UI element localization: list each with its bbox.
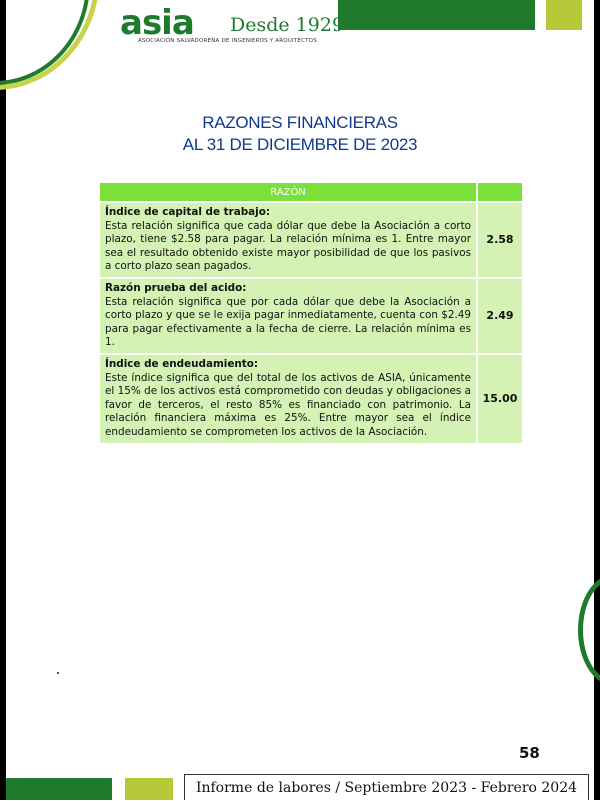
page-number: 58 <box>519 744 540 762</box>
asia-logo <box>120 3 350 48</box>
ratio-name: Índice de endeudamiento: <box>105 357 259 370</box>
decorative-arc-right <box>578 575 600 685</box>
footer-text: Informe de labores / Septiembre 2023 - Febrero 2024 <box>184 774 589 800</box>
page-subtitle: AL 31 DE DICIEMBRE DE 2023 <box>182 135 418 154</box>
page-title: RAZONES FINANCIERAS <box>202 113 398 132</box>
table-row <box>100 278 522 354</box>
bottom-lime-bar <box>125 778 173 800</box>
ratio-value: 2.49 <box>477 278 522 354</box>
logo-subtitle: ASOCIACIÓN SALVADOREÑA DE INGENIEROS Y ARQUITECTOS <box>138 38 317 44</box>
table-header-value <box>477 183 522 202</box>
logo-brand: asia <box>120 3 194 43</box>
ratio-value: 15.00 <box>477 354 522 443</box>
ratios-table <box>100 183 522 443</box>
top-lime-bar <box>546 0 582 30</box>
ratio-description: Esta relación significa que por cada dólar que debe la Asociación a corto plazo y que se le exija pagar inmediatamente, cuenta con $2.49 para pagar efectivamente a la fecha de cierre. La relación mínima es 1. <box>105 295 471 349</box>
ratio-value: 2.58 <box>477 202 522 278</box>
stray-dot <box>57 672 59 674</box>
ratio-cell <box>100 354 477 443</box>
top-green-bar <box>338 0 535 30</box>
ratio-description: Esta relación significa que cada dólar que debe la Asociación a corto plazo, tiene $2.58 para pagar. La relación mínima es 1. Entre mayor sea el resultado obtenido existe mayor posibilidad de que los pasivos a corto plazo sean pagados. <box>105 219 471 273</box>
ratio-description: Este índice significa que del total de los activos de ASIA, únicamente el 15% de los activos está comprometido con deudas y obligaciones a favor de terceros, el resto 85% es financiado con patrimonio. La relación financiera máxima es 25%. Entre mayor sea el índice endeudamiento se comprometen los activos de la Asociación. <box>105 371 471 438</box>
table-row <box>100 354 522 443</box>
table-header-row <box>100 183 522 202</box>
ratio-cell <box>100 278 477 354</box>
bottom-green-bar <box>6 778 112 800</box>
ratio-name: Índice de capital de trabajo: <box>105 206 271 218</box>
table-row <box>100 202 522 278</box>
table-header-razon: RAZÓN <box>100 183 477 202</box>
logo-tagline: Desde 1929 <box>230 14 345 36</box>
ratio-cell <box>100 202 477 278</box>
ratio-name: Razón prueba del acido: <box>105 281 247 294</box>
